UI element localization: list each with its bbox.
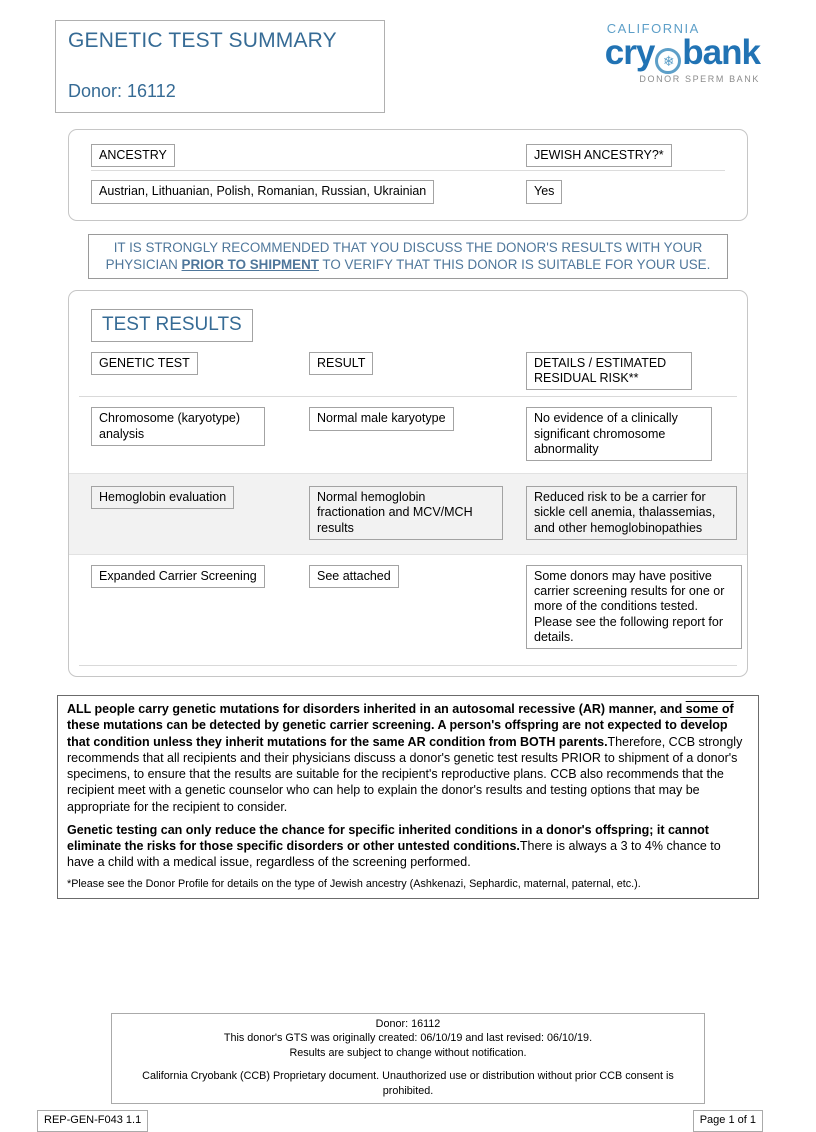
cell-details: No evidence of a clinically significant chromosome abnormality <box>526 407 712 461</box>
results-column-headers <box>69 352 747 391</box>
cell-test-name: Hemoglobin evaluation <box>91 486 234 509</box>
title-box <box>55 20 385 113</box>
disclaimer-box <box>57 695 759 899</box>
footer-proprietary: California Cryobank (CCB) Proprietary document. Unauthorized use or distribution without prior CCB consent is prohibited. <box>142 1070 674 1097</box>
ancestry-column-header: ANCESTRY <box>91 144 175 167</box>
column-header-details: DETAILS / ESTIMATED RESIDUAL RISK** <box>526 352 692 391</box>
recommendation-notice <box>88 234 728 279</box>
page-title: GENETIC TEST SUMMARY <box>68 29 337 52</box>
logo-cryobank-text <box>605 35 760 72</box>
ancestry-value: Austrian, Lithuanian, Polish, Romanian, Russian, Ukrainian <box>91 180 434 203</box>
notice-text-post: TO VERIFY THAT THIS DONOR IS SUITABLE FOR YOUR USE. <box>318 257 711 273</box>
disclaimer-p1-bold: these mutations can be detected by genetic carrier screening. A person's offspring are not expected to <box>67 718 681 733</box>
california-cryobank-logo <box>605 22 760 84</box>
disclaimer-paragraph-2 <box>67 822 749 871</box>
ancestry-panel <box>68 129 748 221</box>
results-bottom-divider <box>79 665 737 666</box>
column-header-genetic-test: GENETIC TEST <box>91 352 198 375</box>
test-results-title: TEST RESULTS <box>91 309 253 342</box>
jewish-ancestry-value: Yes <box>526 180 562 203</box>
logo-tagline: DONOR SPERM BANK <box>639 74 760 84</box>
cell-test-name: Expanded Carrier Screening <box>91 565 265 588</box>
disclaimer-paragraph-1 <box>67 701 749 815</box>
disclaimer-p1-overline-some-of: some of <box>685 702 734 717</box>
column-header-result: RESULT <box>309 352 373 375</box>
disclaimer-p1-bold: that condition unless they inherit mutations for the same AR condition from BOTH parents. <box>67 734 608 749</box>
snowflake-glyph: ❄ <box>662 53 674 69</box>
notice-text-pre: IT IS STRONGLY RECOMMENDED THAT YOU DISCUSS THE DONOR'S RESULTS WITH YOUR PHYSICIAN <box>105 239 703 273</box>
header <box>0 20 816 113</box>
logo-cry: cry <box>604 33 655 72</box>
document-id: REP-GEN-F043 1.1 <box>37 1110 148 1131</box>
donor-id: Donor: 16112 <box>68 81 176 101</box>
notice-emphasis: PRIOR TO SHIPMENT <box>181 257 319 273</box>
ancestry-divider <box>91 170 725 171</box>
page-number: Page 1 of 1 <box>693 1110 763 1131</box>
footer-box <box>111 1013 705 1105</box>
cell-result: See attached <box>309 565 399 588</box>
cell-test-name: Chromosome (karyotype) analysis <box>91 407 265 446</box>
cell-result: Normal hemoglobin fractionation and MCV/MCH results <box>309 486 503 540</box>
table-row-chromosome <box>69 397 747 471</box>
footer-notification: Results are subject to change without notification. <box>289 1046 527 1059</box>
table-row-expanded-carrier <box>69 555 747 659</box>
disclaimer-p1-bold: ALL people carry genetic mutations for disorders inherited in an autosomal recessive (AR) manner, and <box>67 702 686 717</box>
table-row-hemoglobin <box>69 473 747 555</box>
disclaimer-p1-normal: Therefore, CCB strongly recommends that all recipients and their physicians discuss a donor's genetic test results PRIOR to shipment of a donor's specimens, to ensure that the results are suitable for the recipient's reproductive plans. CCB also recommends that the recipient meet with a genetic counselor who can help to explain the donor's results and testing options that may be appropriate for the recipient to consider. <box>67 734 743 814</box>
jewish-ancestry-column-header: JEWISH ANCESTRY?* <box>526 144 672 167</box>
jewish-ancestry-footnote: *Please see the Donor Profile for details on the type of Jewish ancestry (Ashkenazi, Sephardic, maternal, paternal, etc.). <box>67 877 641 890</box>
test-results-panel <box>68 290 748 677</box>
cell-result: Normal male karyotype <box>309 407 454 430</box>
disclaimer-p1-overline-develop: develop <box>680 718 728 733</box>
cell-details: Some donors may have positive carrier screening results for one or more of the conditions tested. Please see the following report for details. <box>526 565 742 649</box>
disclaimer-p2-bold: Genetic testing can only reduce the chance for specific inherited conditions in a donor's offspring; it cannot eliminate the risks for those specific disorders or other untested conditions. <box>67 822 709 854</box>
footer-dates: This donor's GTS was originally created: 06/10/19 and last revised: 06/10/19. <box>223 1032 593 1045</box>
disclaimer-p2-normal: There is always a 3 to 4% chance to have a child with a medical issue, regardless of the screening performed. <box>67 839 721 870</box>
cell-details: Reduced risk to be a carrier for sickle cell anemia, thalassemias, and other hemoglobinopathies <box>526 486 737 540</box>
ancestry-header-row <box>91 144 725 167</box>
ancestry-value-row <box>91 180 725 203</box>
logo-california-text: CALIFORNIA <box>606 21 700 36</box>
logo-bank: bank <box>682 33 760 72</box>
page-footer <box>0 1104 816 1131</box>
snowflake-icon <box>655 48 681 74</box>
footer-donor: Donor: 16112 <box>375 1017 441 1030</box>
